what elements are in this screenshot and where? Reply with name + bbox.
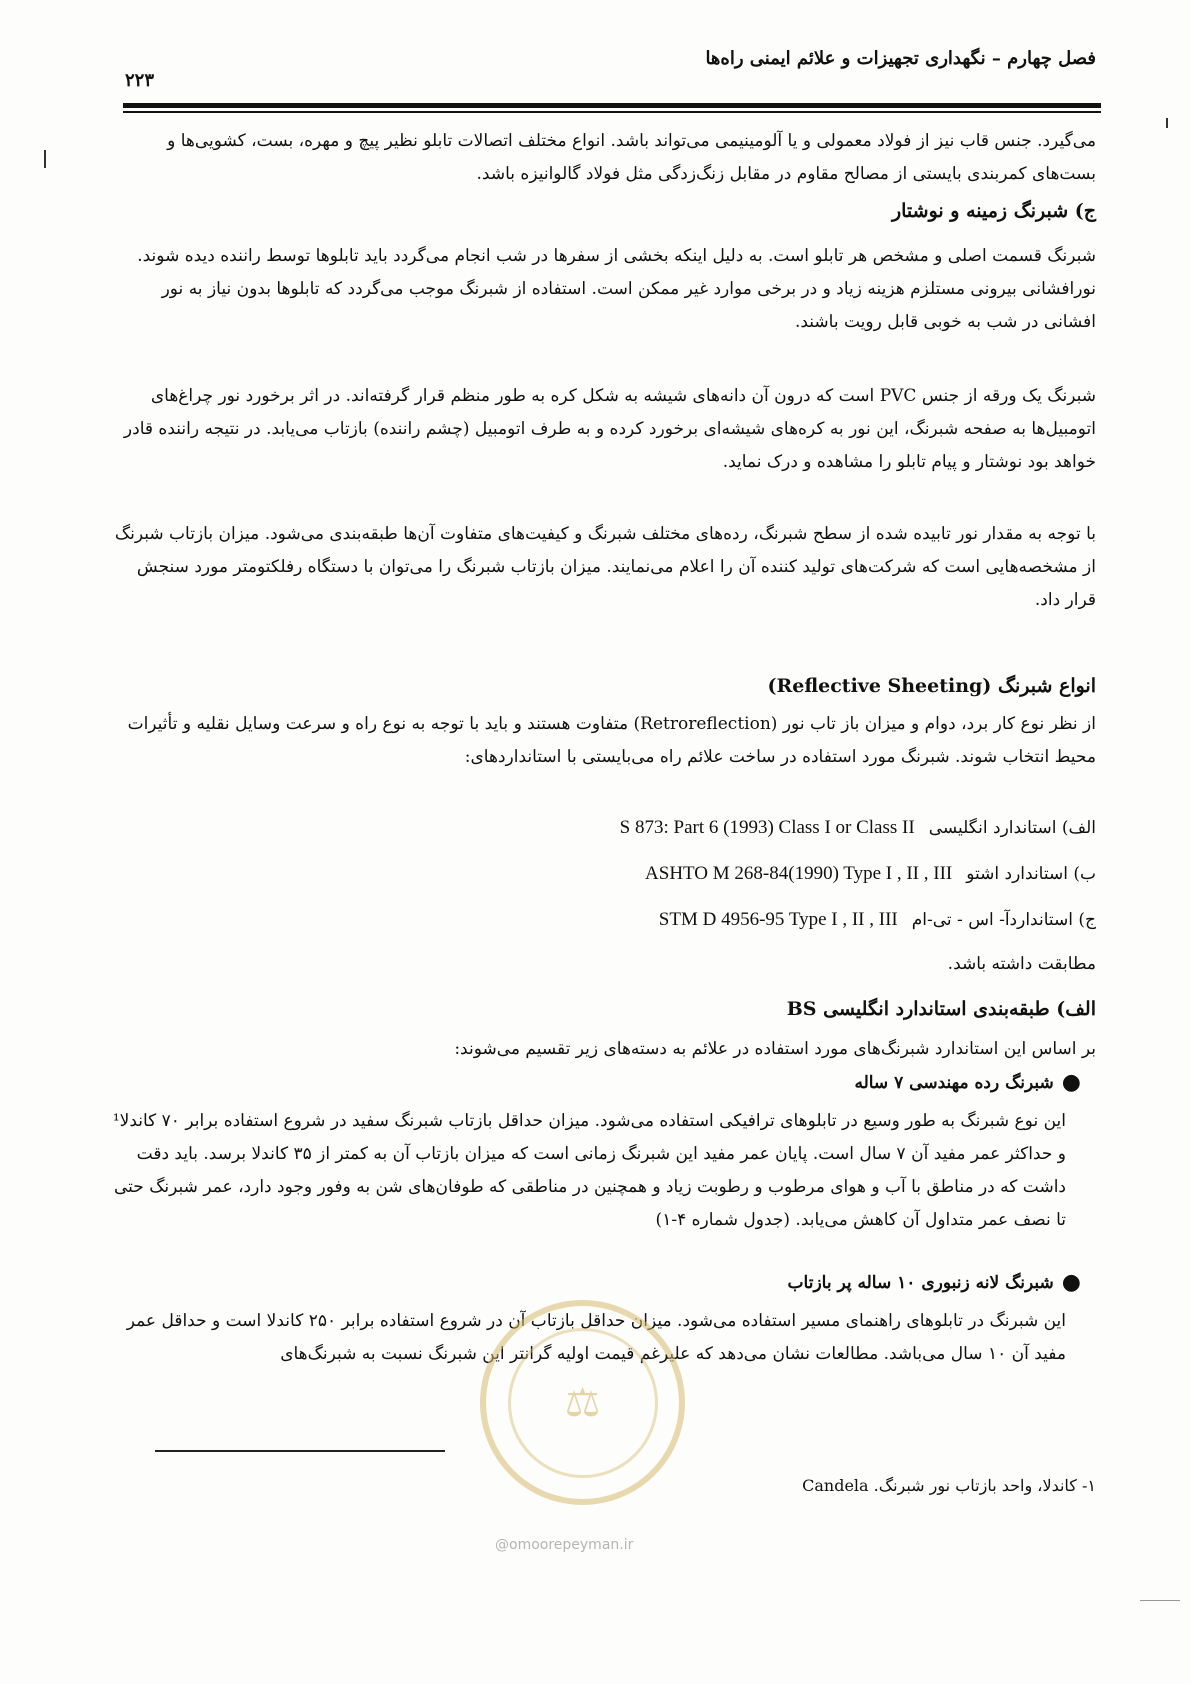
paragraph-sheeting-main: شبرنگ قسمت اصلی و مشخص هر تابلو است. به دلیل اینکه بخشی از سفرها در شب انجام می‌گردد باید تابلوها توسط راننده دیده شوند. نورافشانی بیرونی مستلزم هزینه زیاد و در برخی موارد غیر ممکن است. استفاده از شبرنگ موجب می‌گردد که تابلوها بدون نیاز به نور افشانی در شب به خوبی قابل رویت باشند. <box>137 246 1096 332</box>
footnote-rule <box>155 1450 445 1452</box>
paragraph-honeycomb-grade: این شبرنگ در تابلوهای راهنمای مسیر استفاده می‌شود. میزان حداقل بازتاب آن در شروع استفاده برابر ۲۵۰ کاندلا است و حداقل عمر مفید آن ۱۰ سال می‌باشد. مطالعات نشان می‌دهد که علیرغم قیمت اولیه گرانتر این شبرنگ نسبت به شبرنگ‌های <box>126 1311 1066 1364</box>
standard-value: ASHTO M 268-84(1990) Type I , II , III <box>645 863 953 884</box>
edge-mark <box>1140 1600 1180 1601</box>
section-heading-sheeting-types: انواع شبرنگ (Reflective Sheeting) <box>767 675 1096 697</box>
bullet-icon: ● <box>1061 1070 1081 1095</box>
standard-row-astm <box>659 904 1096 937</box>
header-rule-thin <box>123 111 1101 113</box>
standard-row-bs <box>620 812 1096 845</box>
paragraph-sheeting-pvc: شبرنگ یک ورقه از جنس PVC است که درون آن دانه‌های شیشه به شکل کره به طور منظم قرار گرفته‌اند. در اثر برخورد نور چراغ‌های اتومبیل‌ها به صفحه شبرنگ، این نور به کره‌های شیشه‌ای برخورد کرده و به طرف اتومبیل (چشم راننده) بازتاب می‌یابد. در نتیجه راننده قادر خواهد بود نوشتار و پیام تابلو را مشاهده و درک نماید. <box>123 386 1096 472</box>
section-heading-sheeting-background: ج) شبرنگ زمینه و نوشتار <box>891 200 1096 222</box>
paragraph-engineering-grade: این نوع شبرنگ به طور وسیع در تابلوهای ترافیکی استفاده می‌شود. میزان حداقل بازتاب شبرنگ سفید در شروع استفاده برابر ۷۰ کاندلا¹ و حداکثر عمر مفید آن ۷ سال است. پایان عمر مفید این شبرنگ زمانی است که میزان بازتاب آن به کمتر از ۳۵ کاندلا برسد. باید دقت داشت که در مناطق با آب و هوای مرطوب و رطوبت زیاد و همچنین در مناطقی که طوفان‌های شن به وفور وجود دارد، عمر شبرنگ حتی تا نصف عمر متداول آن کاهش می‌یابد. (جدول شماره ۴-۱) <box>112 1111 1066 1230</box>
bullet-honeycomb-grade <box>788 1270 1081 1295</box>
header-rule-thick <box>123 103 1101 108</box>
bullet-title: شبرنگ رده مهندسی ۷ ساله <box>854 1072 1054 1093</box>
margin-mark <box>1166 118 1168 128</box>
standard-value: S 873: Part 6 (1993) Class I or Class II <box>619 817 915 838</box>
bullet-title: شبرنگ لانه زنبوری ۱۰ ساله پر بازتاب <box>787 1272 1054 1293</box>
footnote: ۱- کاندلا، واحد بازتاب نور شبرنگ. Candela <box>802 1476 1096 1495</box>
section-heading-bs-classification: الف) طبقه‌بندی استاندارد انگلیسی BS <box>786 998 1096 1020</box>
paragraph-sheeting-classification: با توجه به مقدار نور تابیده شده از سطح شبرنگ، رده‌های مختلف شبرنگ و کیفیت‌های متفاوت آن‌ها طبقه‌بندی می‌شود. میزان بازتاب شبرنگ از مشخصه‌هایی است که شرکت‌های تولید کننده آن را اعلام می‌نمایند. میزان بازتاب شبرنگ را می‌توان با دستگاه رفلکتومتر مورد سنجش قرار داد. <box>114 524 1096 610</box>
paragraph-bs-intro: بر اساس این استاندارد شبرنگ‌های مورد استفاده در علائم به دسته‌های زیر تقسیم می‌شوند: <box>454 1039 1096 1059</box>
paragraph-intro: می‌گیرد. جنس قاب نیز از فولاد معمولی و یا آلومینیمی می‌تواند باشد. انواع مختلف اتصالات تابلو نظیر پیچ و مهره، بست، کشویی‌ها و بست‌های کمربندی بایستی از مصالح مقاوم در مقابل زنگ‌زدگی مثل فولاد گالوانیزه باشد. <box>167 131 1096 184</box>
standard-label: ج) استانداردآ- اس - تی-ام <box>911 910 1096 930</box>
scales-icon: ⚖ <box>508 1328 658 1478</box>
chapter-title: فصل چهارم – نگهداری تجهیزات و علائم ایمنی راه‌ها <box>705 48 1096 69</box>
margin-mark <box>44 150 46 168</box>
paragraph-sheeting-types: از نظر نوع کار برد، دوام و میزان باز تاب نور (Retroreflection) متفاوت هستند و باید با توجه به نوع راه و سرعت وسایل نقلیه و تأثیرات محیط انتخاب شوند. شبرنگ مورد استفاده در ساخت علائم راه می‌بایستی با استانداردهای: <box>127 714 1096 767</box>
paragraph-standards-closing: مطابقت داشته باشد. <box>947 954 1096 974</box>
page-number: ۲۲۳ <box>125 70 155 91</box>
standard-label: ب) استاندارد اشتو <box>966 864 1096 884</box>
publisher-stamp-logo <box>480 1300 685 1505</box>
website-watermark: @omoorepeyman.ir <box>495 1537 634 1553</box>
standard-value: STM D 4956-95 Type I , II , III <box>658 909 898 930</box>
standard-label: الف) استاندارد انگلیسی <box>928 818 1096 838</box>
bullet-icon: ● <box>1061 1270 1081 1295</box>
bullet-engineering-grade <box>854 1070 1081 1095</box>
standard-row-ashto <box>645 858 1096 891</box>
